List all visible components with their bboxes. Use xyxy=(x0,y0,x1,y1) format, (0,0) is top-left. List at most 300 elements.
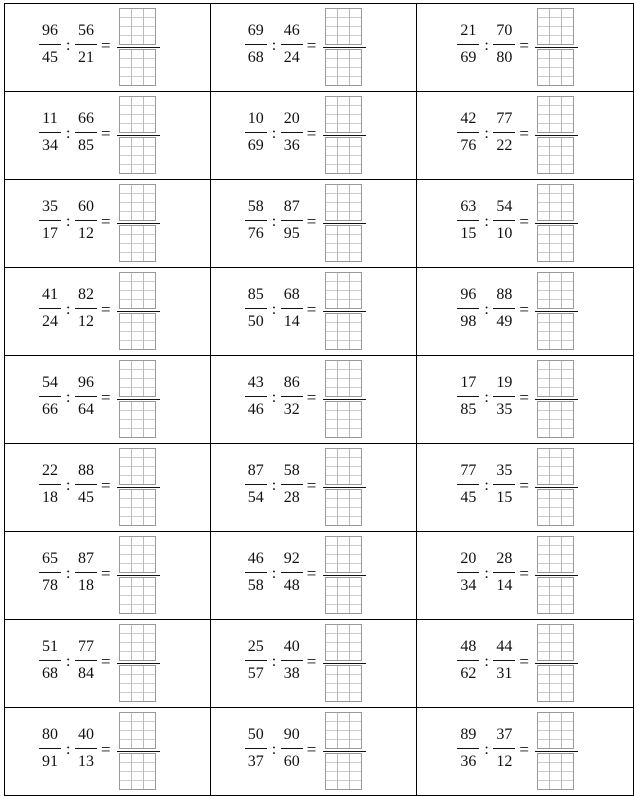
problem-cell xyxy=(5,444,211,532)
equals-sign: = xyxy=(306,740,317,759)
problem-cell xyxy=(5,4,211,92)
divide-sign: : xyxy=(66,741,71,758)
denominator: 64 xyxy=(78,401,94,418)
numerator: 11 xyxy=(39,109,61,133)
numerator: 63 xyxy=(457,197,479,221)
divide-sign: : xyxy=(271,653,277,670)
equals-sign: = xyxy=(519,36,529,55)
dividend-fraction xyxy=(245,197,267,244)
numerator: 43 xyxy=(245,373,267,397)
divide-sign: : xyxy=(271,301,277,318)
divide-sign: : xyxy=(271,37,277,54)
problem-cell xyxy=(417,356,634,444)
numerator: 70 xyxy=(493,21,515,45)
equals-sign: = xyxy=(519,564,529,583)
problem-cell xyxy=(210,356,417,444)
denominator: 24 xyxy=(283,49,300,66)
answer-denominator-box[interactable] xyxy=(325,577,362,614)
answer-numerator-box[interactable] xyxy=(325,448,362,485)
equals-sign: = xyxy=(101,36,111,55)
numerator: 90 xyxy=(281,725,303,749)
denominator: 35 xyxy=(496,401,513,418)
divisor-fraction xyxy=(75,197,97,244)
dividend-fraction xyxy=(457,725,479,772)
answer-numerator-box[interactable] xyxy=(537,272,574,309)
problem-cell xyxy=(5,268,211,356)
answer-denominator-box[interactable] xyxy=(537,137,574,174)
answer-fraction-bar xyxy=(323,751,366,752)
denominator: 37 xyxy=(247,753,264,770)
numerator: 66 xyxy=(75,109,97,133)
answer-fraction-bar xyxy=(323,311,366,312)
answer-denominator-box[interactable] xyxy=(325,665,362,702)
answer-fraction-bar xyxy=(117,135,160,136)
numerator: 60 xyxy=(75,197,97,221)
denominator: 38 xyxy=(283,665,300,682)
answer-denominator-box[interactable] xyxy=(119,401,156,438)
answer-fraction-bar xyxy=(535,487,578,488)
numerator: 65 xyxy=(39,549,61,573)
answer-fraction-bar xyxy=(323,575,366,576)
divisor-fraction xyxy=(493,637,515,684)
denominator: 14 xyxy=(283,313,300,330)
answer-numerator-box[interactable] xyxy=(119,360,156,397)
problem-cell xyxy=(417,532,634,620)
worksheet-row xyxy=(5,180,634,268)
equals-sign: = xyxy=(519,740,529,759)
numerator: 77 xyxy=(457,461,479,485)
denominator: 85 xyxy=(78,137,94,154)
answer-denominator-box[interactable] xyxy=(119,137,156,174)
numerator: 88 xyxy=(75,461,97,485)
answer-numerator-box[interactable] xyxy=(325,184,362,221)
denominator: 12 xyxy=(496,753,513,770)
answer-denominator-box[interactable] xyxy=(119,225,156,262)
answer-numerator-box[interactable] xyxy=(325,536,362,573)
numerator: 37 xyxy=(493,725,515,749)
divisor-fraction xyxy=(493,549,515,596)
answer-denominator-box[interactable] xyxy=(537,753,574,790)
numerator: 77 xyxy=(493,109,515,133)
denominator: 10 xyxy=(496,225,513,242)
dividend-fraction xyxy=(457,637,479,684)
worksheet-row xyxy=(5,620,634,708)
problem-cell xyxy=(417,180,634,268)
problem-cell xyxy=(417,4,634,92)
equals-sign: = xyxy=(101,476,111,495)
numerator: 51 xyxy=(39,637,61,661)
dividend-fraction xyxy=(39,461,61,508)
answer-fraction-bar xyxy=(535,751,578,752)
divisor-fraction xyxy=(281,197,303,244)
numerator: 54 xyxy=(493,197,515,221)
denominator: 95 xyxy=(283,225,300,242)
answer-fraction-bar xyxy=(535,311,578,312)
worksheet-row xyxy=(5,532,634,620)
dividend-fraction xyxy=(245,725,267,772)
equals-sign: = xyxy=(306,300,317,319)
divisor-fraction xyxy=(281,725,303,772)
divide-sign: : xyxy=(66,301,71,318)
numerator: 46 xyxy=(281,21,303,45)
answer-denominator-box[interactable] xyxy=(537,489,574,526)
answer-fraction-bar xyxy=(535,575,578,576)
answer-denominator-box[interactable] xyxy=(119,489,156,526)
denominator: 12 xyxy=(78,225,94,242)
divisor-fraction xyxy=(75,549,97,596)
numerator: 87 xyxy=(75,549,97,573)
numerator: 54 xyxy=(39,373,61,397)
divisor-fraction xyxy=(493,109,515,156)
denominator: 68 xyxy=(42,665,58,682)
problem-cell xyxy=(210,444,417,532)
denominator: 21 xyxy=(78,49,94,66)
dividend-fraction xyxy=(457,373,479,420)
answer-fraction-bar xyxy=(535,663,578,664)
problem-cell xyxy=(5,92,211,180)
denominator: 36 xyxy=(283,137,300,154)
numerator: 20 xyxy=(281,109,303,133)
answer-fraction-bar xyxy=(117,487,160,488)
answer-numerator-box[interactable] xyxy=(119,536,156,573)
dividend-fraction xyxy=(457,549,479,596)
equals-sign: = xyxy=(306,388,317,407)
divisor-fraction xyxy=(493,197,515,244)
equals-sign: = xyxy=(306,36,317,55)
answer-numerator-box[interactable] xyxy=(537,448,574,485)
equals-sign: = xyxy=(101,212,111,231)
answer-fraction-bar xyxy=(117,311,160,312)
dividend-fraction xyxy=(39,637,61,684)
denominator: 48 xyxy=(283,577,300,594)
numerator: 50 xyxy=(245,725,267,749)
denominator: 58 xyxy=(247,577,264,594)
numerator: 17 xyxy=(457,373,479,397)
numerator: 19 xyxy=(493,373,515,397)
denominator: 14 xyxy=(496,577,513,594)
answer-fraction-bar xyxy=(117,223,160,224)
divide-sign: : xyxy=(66,389,71,406)
denominator: 60 xyxy=(283,753,300,770)
numerator: 96 xyxy=(457,285,479,309)
numerator: 88 xyxy=(493,285,515,309)
answer-fraction-bar xyxy=(535,223,578,224)
numerator: 46 xyxy=(245,549,267,573)
equals-sign: = xyxy=(101,300,111,319)
numerator: 96 xyxy=(75,373,97,397)
answer-fraction-bar xyxy=(323,47,366,48)
denominator: 34 xyxy=(460,577,477,594)
answer-denominator-box[interactable] xyxy=(325,401,362,438)
denominator: 31 xyxy=(496,665,513,682)
dividend-fraction xyxy=(39,197,61,244)
answer-denominator-box[interactable] xyxy=(537,577,574,614)
equals-sign: = xyxy=(306,564,317,583)
equals-sign: = xyxy=(101,652,111,671)
divide-sign: : xyxy=(484,741,489,758)
answer-denominator-box[interactable] xyxy=(325,753,362,790)
answer-numerator-box[interactable] xyxy=(325,96,362,133)
denominator: 12 xyxy=(78,313,94,330)
divisor-fraction xyxy=(75,461,97,508)
numerator: 82 xyxy=(75,285,97,309)
answer-fraction-bar xyxy=(323,223,366,224)
numerator: 21 xyxy=(457,21,479,45)
equals-sign: = xyxy=(101,740,111,759)
equals-sign: = xyxy=(101,564,111,583)
divide-sign: : xyxy=(271,741,277,758)
numerator: 40 xyxy=(281,637,303,661)
dividend-fraction xyxy=(39,109,61,156)
dividend-fraction xyxy=(39,21,61,68)
divide-sign: : xyxy=(271,213,277,230)
numerator: 86 xyxy=(281,373,303,397)
divisor-fraction xyxy=(75,725,97,772)
problem-cell xyxy=(210,620,417,708)
answer-denominator-box[interactable] xyxy=(325,225,362,262)
answer-denominator-box[interactable] xyxy=(537,665,574,702)
denominator: 22 xyxy=(496,137,513,154)
answer-numerator-box[interactable] xyxy=(537,536,574,573)
denominator: 91 xyxy=(42,753,58,770)
answer-numerator-box[interactable] xyxy=(325,272,362,309)
denominator: 78 xyxy=(42,577,58,594)
answer-numerator-box[interactable] xyxy=(537,624,574,661)
answer-denominator-box[interactable] xyxy=(537,225,574,262)
answer-fraction-bar xyxy=(117,399,160,400)
dividend-fraction xyxy=(245,461,267,508)
numerator: 41 xyxy=(39,285,61,309)
problem-cell xyxy=(5,180,211,268)
answer-fraction-bar xyxy=(323,135,366,136)
answer-denominator-box[interactable] xyxy=(537,313,574,350)
denominator: 45 xyxy=(78,489,94,506)
problem-cell xyxy=(417,92,634,180)
answer-fraction-bar xyxy=(117,575,160,576)
denominator: 66 xyxy=(42,401,58,418)
problem-cell xyxy=(210,4,417,92)
denominator: 13 xyxy=(78,753,94,770)
denominator: 15 xyxy=(460,225,477,242)
divide-sign: : xyxy=(484,477,489,494)
denominator: 34 xyxy=(42,137,58,154)
answer-fraction-bar xyxy=(535,47,578,48)
divide-sign: : xyxy=(484,389,489,406)
denominator: 36 xyxy=(460,753,477,770)
divide-sign: : xyxy=(484,565,489,582)
dividend-fraction xyxy=(245,21,267,68)
worksheet-row xyxy=(5,92,634,180)
numerator: 25 xyxy=(245,637,267,661)
answer-numerator-box[interactable] xyxy=(537,184,574,221)
denominator: 32 xyxy=(283,401,300,418)
dividend-fraction xyxy=(457,461,479,508)
divisor-fraction xyxy=(281,637,303,684)
denominator: 49 xyxy=(496,313,513,330)
denominator: 76 xyxy=(247,225,264,242)
equals-sign: = xyxy=(519,212,529,231)
divisor-fraction xyxy=(75,373,97,420)
divide-sign: : xyxy=(484,125,489,142)
numerator: 58 xyxy=(281,461,303,485)
answer-denominator-box[interactable] xyxy=(537,49,574,86)
worksheet-row xyxy=(5,4,634,92)
divide-sign: : xyxy=(271,389,277,406)
denominator: 69 xyxy=(460,49,477,66)
problem-cell xyxy=(210,532,417,620)
numerator: 80 xyxy=(39,725,61,749)
divide-sign: : xyxy=(271,565,277,582)
numerator: 10 xyxy=(245,109,267,133)
answer-numerator-box[interactable] xyxy=(119,624,156,661)
problem-cell xyxy=(210,708,417,796)
divide-sign: : xyxy=(66,477,71,494)
problem-cell xyxy=(210,180,417,268)
problem-cell xyxy=(210,92,417,180)
dividend-fraction xyxy=(457,109,479,156)
divide-sign: : xyxy=(484,213,489,230)
answer-numerator-box[interactable] xyxy=(119,8,156,45)
denominator: 46 xyxy=(247,401,264,418)
answer-denominator-box[interactable] xyxy=(325,489,362,526)
denominator: 57 xyxy=(247,665,264,682)
dividend-fraction xyxy=(457,21,479,68)
divide-sign: : xyxy=(484,653,489,670)
problem-cell xyxy=(5,708,211,796)
problem-cell xyxy=(210,268,417,356)
divisor-fraction xyxy=(75,21,97,68)
answer-fraction-bar xyxy=(323,487,366,488)
numerator: 20 xyxy=(457,549,479,573)
worksheet-row xyxy=(5,268,634,356)
answer-denominator-box[interactable] xyxy=(325,49,362,86)
answer-denominator-box[interactable] xyxy=(119,753,156,790)
divisor-fraction xyxy=(75,285,97,332)
answer-numerator-box[interactable] xyxy=(119,96,156,133)
answer-numerator-box[interactable] xyxy=(325,712,362,749)
answer-numerator-box[interactable] xyxy=(537,96,574,133)
answer-numerator-box[interactable] xyxy=(119,712,156,749)
numerator: 69 xyxy=(245,21,267,45)
answer-denominator-box[interactable] xyxy=(119,49,156,86)
numerator: 40 xyxy=(75,725,97,749)
problem-cell xyxy=(417,444,634,532)
answer-numerator-box[interactable] xyxy=(537,8,574,45)
denominator: 28 xyxy=(283,489,300,506)
equals-sign: = xyxy=(306,652,317,671)
divide-sign: : xyxy=(484,37,489,54)
answer-denominator-box[interactable] xyxy=(119,577,156,614)
dividend-fraction xyxy=(245,373,267,420)
dividend-fraction xyxy=(245,285,267,332)
worksheet-table xyxy=(4,3,634,796)
divisor-fraction xyxy=(493,373,515,420)
divide-sign: : xyxy=(66,37,71,54)
answer-numerator-box[interactable] xyxy=(325,8,362,45)
answer-fraction-bar xyxy=(323,663,366,664)
divisor-fraction xyxy=(281,285,303,332)
numerator: 42 xyxy=(457,109,479,133)
dividend-fraction xyxy=(245,109,267,156)
equals-sign: = xyxy=(519,652,529,671)
answer-fraction-bar xyxy=(535,135,578,136)
answer-denominator-box[interactable] xyxy=(119,665,156,702)
divisor-fraction xyxy=(493,725,515,772)
answer-numerator-box[interactable] xyxy=(119,272,156,309)
dividend-fraction xyxy=(39,549,61,596)
denominator: 62 xyxy=(460,665,477,682)
denominator: 80 xyxy=(496,49,513,66)
divide-sign: : xyxy=(484,301,489,318)
numerator: 35 xyxy=(493,461,515,485)
denominator: 85 xyxy=(460,401,477,418)
dividend-fraction xyxy=(39,373,61,420)
answer-numerator-box[interactable] xyxy=(119,184,156,221)
equals-sign: = xyxy=(519,300,529,319)
problem-cell xyxy=(417,268,634,356)
answer-numerator-box[interactable] xyxy=(537,360,574,397)
denominator: 54 xyxy=(247,489,264,506)
divide-sign: : xyxy=(66,565,71,582)
numerator: 22 xyxy=(39,461,61,485)
denominator: 24 xyxy=(42,313,58,330)
denominator: 50 xyxy=(247,313,264,330)
denominator: 76 xyxy=(460,137,477,154)
numerator: 35 xyxy=(39,197,61,221)
denominator: 84 xyxy=(78,665,94,682)
answer-numerator-box[interactable] xyxy=(325,624,362,661)
problem-cell xyxy=(5,356,211,444)
problem-cell xyxy=(5,532,211,620)
answer-denominator-box[interactable] xyxy=(325,313,362,350)
numerator: 87 xyxy=(245,461,267,485)
equals-sign: = xyxy=(101,124,111,143)
denominator: 18 xyxy=(78,577,94,594)
divide-sign: : xyxy=(271,125,277,142)
numerator: 48 xyxy=(457,637,479,661)
equals-sign: = xyxy=(519,388,529,407)
dividend-fraction xyxy=(457,285,479,332)
answer-denominator-box[interactable] xyxy=(537,401,574,438)
numerator: 68 xyxy=(281,285,303,309)
dividend-fraction xyxy=(457,197,479,244)
denominator: 15 xyxy=(496,489,513,506)
divisor-fraction xyxy=(493,461,515,508)
equals-sign: = xyxy=(306,124,317,143)
answer-fraction-bar xyxy=(117,663,160,664)
divisor-fraction xyxy=(75,637,97,684)
equals-sign: = xyxy=(519,476,529,495)
answer-denominator-box[interactable] xyxy=(119,313,156,350)
answer-numerator-box[interactable] xyxy=(325,360,362,397)
numerator: 96 xyxy=(39,21,61,45)
equals-sign: = xyxy=(101,388,111,407)
divisor-fraction xyxy=(493,285,515,332)
divisor-fraction xyxy=(75,109,97,156)
problem-cell xyxy=(417,620,634,708)
answer-denominator-box[interactable] xyxy=(325,137,362,174)
denominator: 68 xyxy=(247,49,264,66)
numerator: 89 xyxy=(457,725,479,749)
divisor-fraction xyxy=(281,461,303,508)
divisor-fraction xyxy=(281,549,303,596)
numerator: 85 xyxy=(245,285,267,309)
answer-numerator-box[interactable] xyxy=(119,448,156,485)
divisor-fraction xyxy=(281,109,303,156)
answer-numerator-box[interactable] xyxy=(537,712,574,749)
dividend-fraction xyxy=(39,725,61,772)
divisor-fraction xyxy=(493,21,515,68)
